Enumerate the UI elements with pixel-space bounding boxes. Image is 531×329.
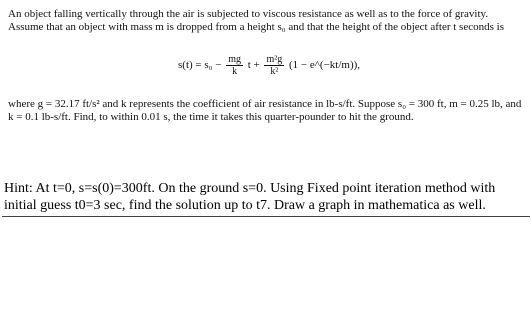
fraction-numerator: m²g: [266, 54, 283, 65]
height-formula: [8, 48, 523, 82]
problem-paragraph-parameters: where g = 32.17 ft/s² and k represents the coefficient of air resistance in lb-s/ft. Suppose s₀ = 300 ft, m = 0.25 lb, and k = 0.1 lb-s/ft. Find, to within 0.01 s, the time it takes this quarter-pounder to hit the ground.: [8, 98, 522, 123]
formula-row: [178, 54, 360, 77]
hint-text: Hint: At t=0, s=s(0)=300ft. On the ground s=0. Using Fixed point iteration method with initial guess t0=3 sec, find the solution up to t7. Draw a graph in mathematica as well.: [4, 181, 496, 213]
formula-rhs: (1 − e^(−kt/m)),: [289, 59, 361, 72]
hint-underline-divider: [2, 216, 530, 217]
fraction-mg-over-k: [226, 54, 243, 77]
fraction-denominator: k: [232, 66, 238, 77]
formula-middle: t +: [247, 59, 260, 72]
problem-statement: [8, 8, 523, 124]
fraction-denominator: k²: [270, 66, 279, 77]
fraction-m2g-over-k2: [264, 54, 284, 77]
fraction-numerator: mg: [228, 54, 241, 65]
problem-paragraph-intro: An object falling vertically through the air is subjected to viscous resistance as well as to the force of gravity. Assume that an object with mass m is dropped from a height s₀ and that the height of the object after t seconds is: [8, 8, 504, 33]
formula-lhs: s(t) = s₀ −: [178, 59, 222, 72]
